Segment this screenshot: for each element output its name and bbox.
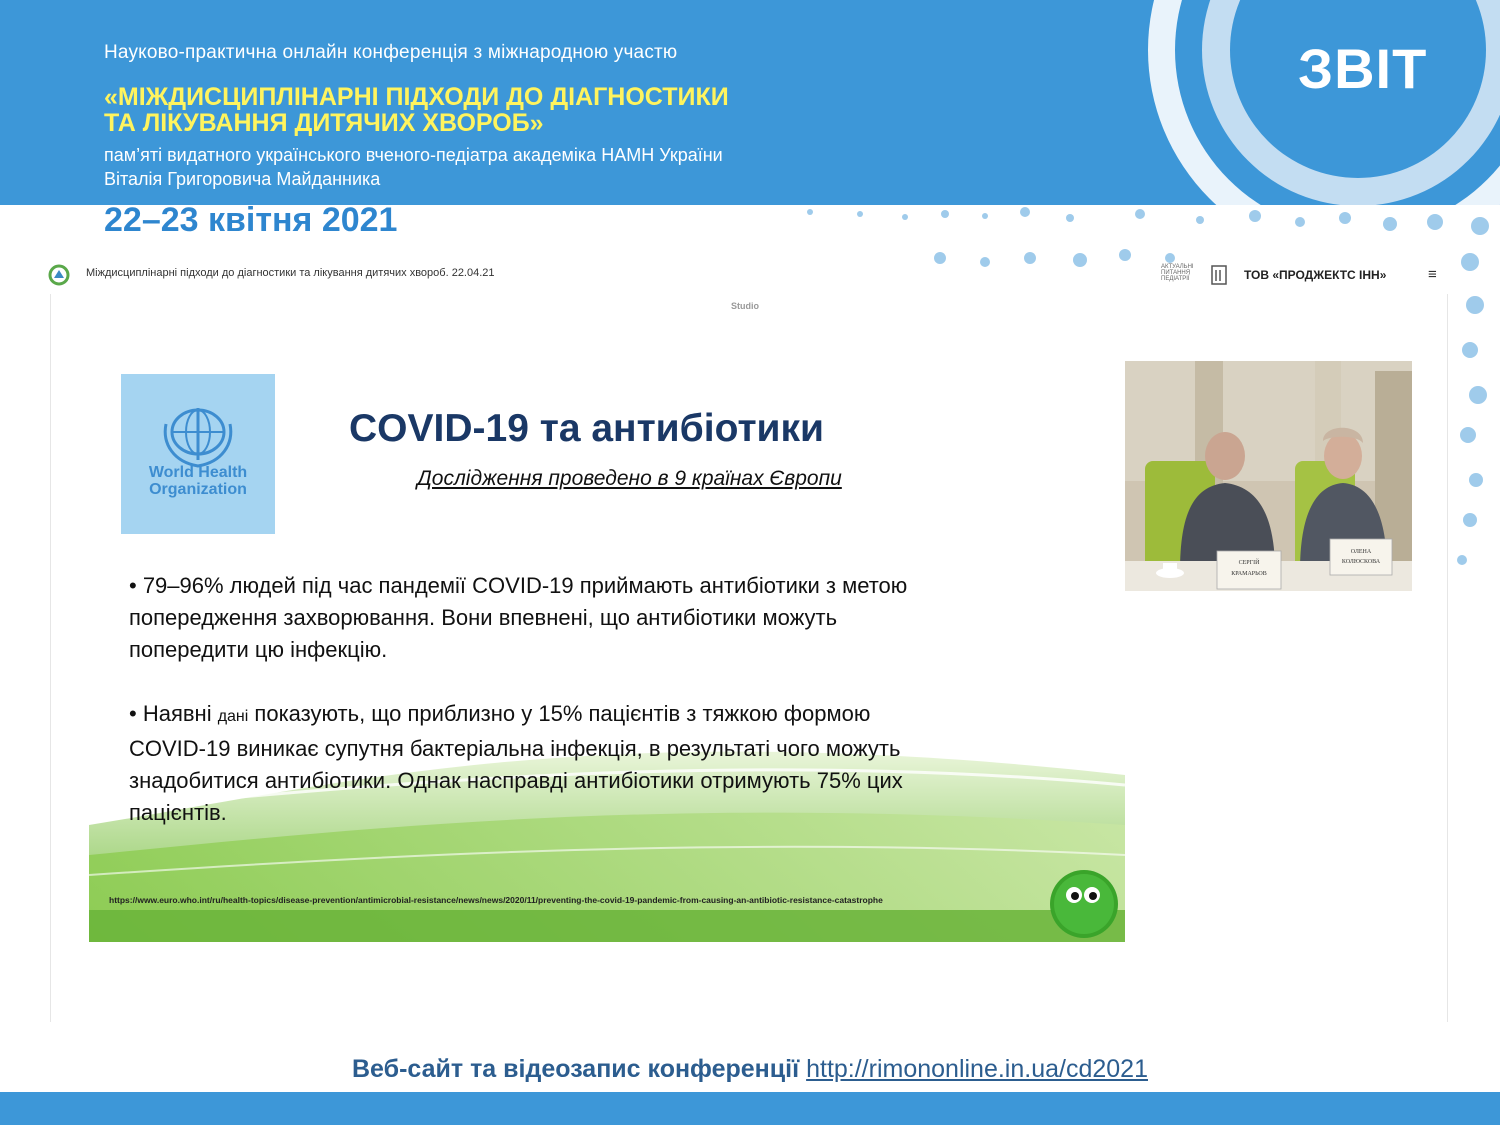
footer-link[interactable]: http://rimononline.in.ua/cd2021 <box>806 1055 1148 1083</box>
organizer-name[interactable]: ТОВ «ПРОДЖЕКТС ІНН» <box>1244 268 1387 282</box>
slide-bullet-1: • 79–96% людей під час пандемії COVID-19 приймають антибіотики з метою попередження захворювання. Вони впевнені, що антибіотики можуть попередити цю інфекцію. <box>129 573 908 662</box>
virus-mascot-icon <box>1047 867 1121 941</box>
slide-bullet-2 <box>129 698 1089 829</box>
footer <box>0 1055 1500 1084</box>
studio-label: Studio <box>731 301 759 311</box>
organizer-logo: АКТУАЛЬНІ ПИТАННЯ ПЕДІАТРІЇ <box>1161 264 1194 282</box>
rimon-logo-icon[interactable] <box>48 264 70 286</box>
svg-text:КОЛЮСКОВА: КОЛЮСКОВА <box>1341 559 1381 565</box>
svg-text:КРАМАРЬОВ: КРАМАРЬОВ <box>1231 571 1267 577</box>
bullet-2-start: • Наявні <box>129 701 218 726</box>
who-logo <box>121 374 275 534</box>
conference-title: «МІЖДИСЦИПЛІНАРНІ ПІДХОДИ ДО ДІАГНОСТИКИ ТА ЛІКУВАННЯ ДИТЯЧИХ ХВОРОБ» <box>104 83 729 137</box>
svg-text:СЕРГІЙ: СЕРГІЙ <box>1238 560 1260 566</box>
document-icon[interactable] <box>1208 264 1230 286</box>
conference-date: 22–23 квітня 2021 <box>104 201 398 239</box>
bullet-2-small-word: дані <box>217 708 249 725</box>
who-name: World Health Organization <box>148 464 248 498</box>
report-badge: ЗВІТ <box>1298 37 1428 100</box>
svg-text:ОЛЕНА: ОЛЕНА <box>1350 549 1372 555</box>
slide-subtitle: Дослідження проведено в 9 країнах Європи <box>417 467 842 490</box>
footer-label: Веб-сайт та відеозапис конференції <box>352 1055 800 1083</box>
slide-source-url: https://www.euro.who.int/ru/health-topics/disease-prevention/antimicrobial-resistance/news/news/2020/11/preventing-the-covid-19-pandemic-from-causing-an-antibiotic-resistance-catastrophe <box>109 895 883 905</box>
conference-type: Науково-практична онлайн конференція з міжнародною участю <box>104 42 678 63</box>
bullet-2-rest: показують, що приблизно у 15% пацієнтів з тяжкою формою COVID-19 виникає супутня бактеріальна інфекція, в результаті чого можуть знадобитися антибіотики. Однак насправді антибіотики отримують 75% цих пацієнтів. <box>129 701 903 825</box>
video-player[interactable] <box>50 294 1448 1022</box>
menu-icon[interactable]: ≡ <box>1428 266 1437 283</box>
presentation-slide <box>89 355 1125 942</box>
slide-title: COVID-19 та антибіотики <box>349 407 825 450</box>
conference-dedication: пам’яті видатного українського вченого-педіатра академіка НАМН України Віталія Григоровича Майданника <box>104 145 723 189</box>
speakers-video[interactable] <box>1125 361 1412 591</box>
footer-bar <box>0 1092 1500 1125</box>
stream-title: Міждисциплінарні підходи до діагностики та лікування дитячих хвороб. 22.04.21 <box>86 267 495 279</box>
header-banner <box>0 0 1500 205</box>
stream-top-bar <box>46 262 1456 290</box>
